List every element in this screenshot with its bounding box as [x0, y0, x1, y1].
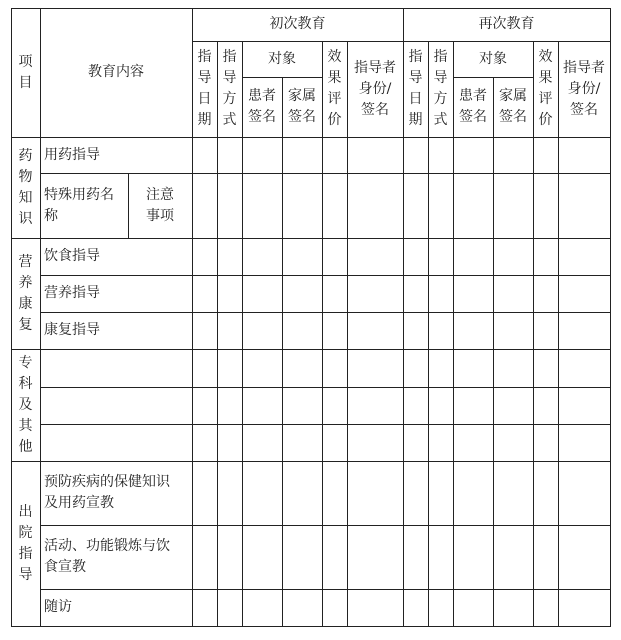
table-rule-horizontal: [11, 626, 611, 627]
header-guide-date-first: 指 导 日 期: [197, 49, 212, 128]
section-name-discharge: 出 院 指 导: [18, 503, 33, 583]
table-rule-vertical: [610, 8, 611, 627]
table-rule-vertical: [40, 8, 41, 627]
section-name-medication: 药 物 知 识: [18, 147, 33, 227]
table-rule-horizontal: [11, 8, 611, 9]
table-rule-horizontal: [192, 41, 611, 42]
header-family-signature-first: 家属 签名: [288, 88, 316, 125]
table-rule-vertical: [128, 173, 129, 239]
header-guide-identity-first: 指导者 身份/ 签名: [354, 59, 396, 118]
header-guide-identity-second: 指导者 身份/ 签名: [563, 59, 605, 118]
header-content: 教育内容: [88, 64, 144, 80]
table-rule-vertical: [403, 8, 404, 627]
row-special-medication-name: 特殊用药名 称: [44, 186, 114, 224]
row-follow-up: 随访: [44, 599, 72, 615]
table-rule-vertical: [428, 41, 429, 627]
row-specialty-1: [40, 349, 192, 387]
table-rule-horizontal: [11, 349, 611, 350]
table-rule-horizontal: [40, 424, 611, 425]
table-rule-horizontal: [40, 275, 611, 276]
header-effect-eval-second: 效 果 评 价: [538, 49, 553, 128]
row-rehab-guidance: 康复指导: [44, 322, 100, 338]
row-nutrition-guidance: 营养指导: [44, 285, 100, 301]
header-first-education: 初次教育: [269, 16, 326, 32]
section-name-specialty: 专 科 及 其 他: [18, 354, 33, 455]
table-rule-vertical: [493, 77, 494, 627]
table-rule-vertical: [533, 41, 534, 627]
table-rule-horizontal: [11, 137, 611, 138]
table-rule-vertical: [322, 41, 323, 627]
table-rule-vertical: [453, 41, 454, 627]
header-effect-eval-first: 效 果 评 价: [327, 49, 342, 128]
header-target-first: 对象: [268, 50, 296, 67]
table-rule-horizontal: [40, 525, 611, 526]
header-second-education: 再次教育: [478, 16, 535, 32]
header-guide-method-second: 指 导 方 式: [433, 49, 448, 128]
header-item: 项 目: [18, 53, 33, 91]
row-precautions: 注意 事项: [146, 186, 174, 224]
header-patient-signature-first: 患者 签名: [248, 88, 276, 125]
row-specialty-3: [40, 424, 192, 461]
row-diet-guidance: 饮食指导: [44, 248, 100, 264]
table-rule-horizontal: [40, 312, 611, 313]
table-rule-vertical: [347, 41, 348, 627]
row-activity-exercise: 活动、功能锻炼与饮 食宣教: [44, 538, 170, 575]
row-specialty-2: [40, 387, 192, 424]
header-target-second: 对象: [479, 50, 507, 67]
table-rule-horizontal: [40, 173, 611, 174]
table-rule-vertical: [11, 8, 12, 627]
header-patient-signature-second: 患者 签名: [459, 88, 487, 125]
header-guide-method-first: 指 导 方 式: [222, 49, 237, 128]
table-rule-horizontal: [11, 238, 611, 239]
row-medication-guidance: 用药指导: [44, 146, 100, 163]
table-rule-horizontal: [11, 461, 611, 462]
table-rule-vertical: [217, 41, 218, 627]
table-rule-horizontal: [40, 387, 611, 388]
row-disease-prevention: 预防疾病的保健知识 及用药宣教: [44, 474, 170, 511]
table-rule-vertical: [192, 8, 193, 627]
table-rule-horizontal: [40, 589, 611, 590]
table-rule-vertical: [242, 41, 243, 627]
table-rule-vertical: [282, 77, 283, 627]
table-rule-vertical: [558, 41, 559, 627]
header-family-signature-second: 家属 签名: [499, 88, 527, 125]
section-name-nutrition: 营 养 康 复: [18, 253, 33, 333]
header-guide-date-second: 指 导 日 期: [408, 49, 423, 128]
